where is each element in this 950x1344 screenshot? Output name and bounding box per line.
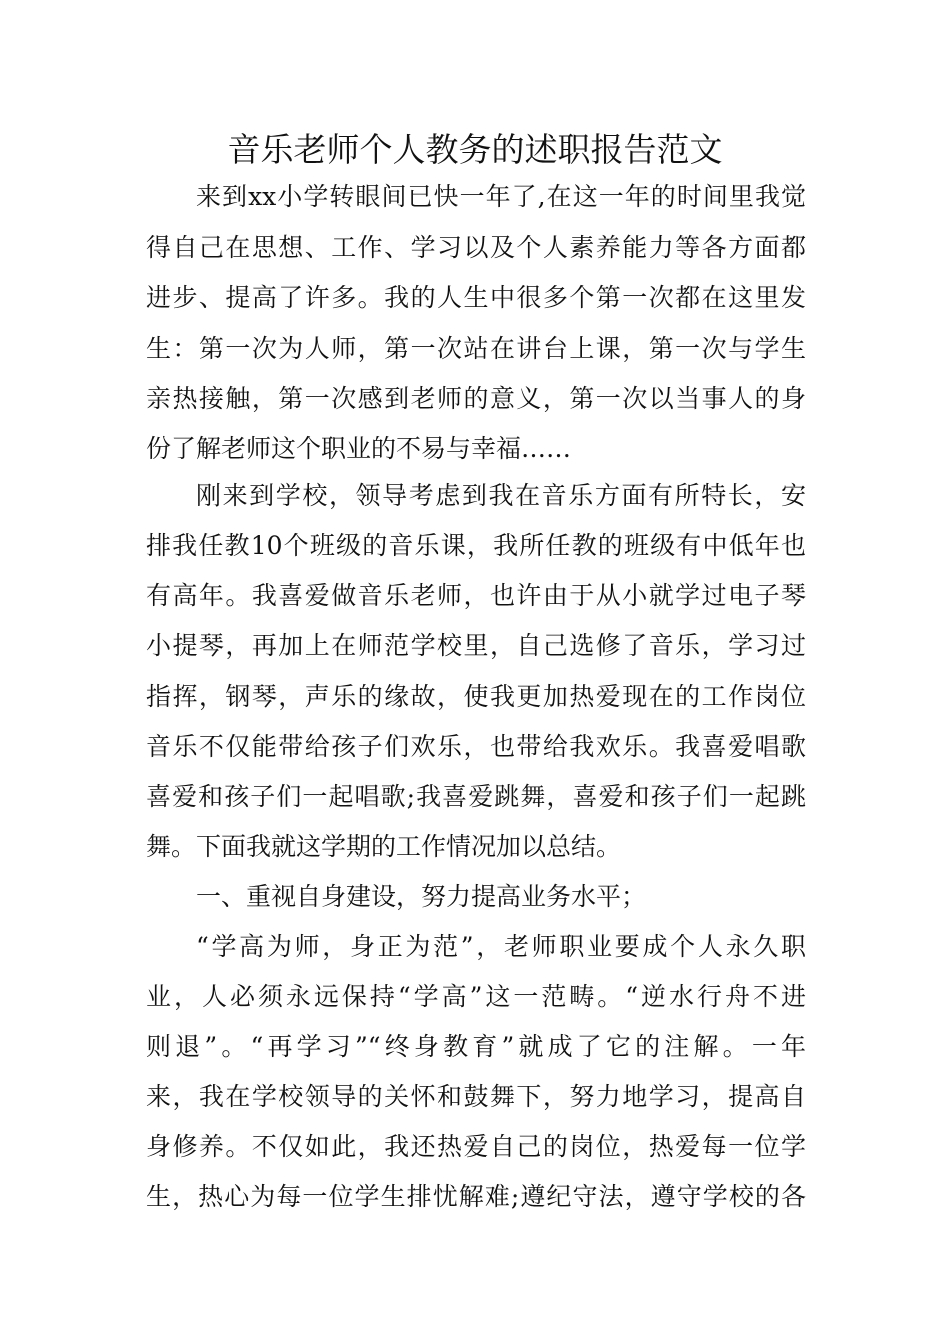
document-title: 音乐老师个人教务的述职报告范文 xyxy=(227,130,723,169)
paragraph-2-line-3: 有高年。我喜爱做音乐老师，也许由于从小就学过电子琴 xyxy=(146,581,806,610)
section-heading-1: 一、重视自身建设，努力提高业务水平； xyxy=(196,882,647,911)
paragraph-2-line-7: 喜爱和孩子们一起唱歌;我喜爱跳舞，喜爱和孩子们一起跳 xyxy=(146,782,806,811)
paragraph-2-line-2: 排我任教10个班级的音乐课，我所任教的班级有中低年也 xyxy=(146,531,806,560)
paragraph-1-line-6: 份了解老师这个职业的不易与幸福…… xyxy=(146,434,572,463)
paragraph-3-line-2: 业，人必须永远保持“学高”这一范畴。“逆水行舟不进 xyxy=(146,982,806,1011)
paragraph-3-line-3: 则退”。“再学习”“终身教育”就成了它的注解。一年 xyxy=(146,1032,806,1061)
paragraph-2-line-8: 舞。下面我就这学期的工作情况加以总结。 xyxy=(146,832,622,861)
paragraph-3-line-5: 身修养。不仅如此，我还热爱自己的岗位，热爱每一位学 xyxy=(146,1132,806,1161)
paragraph-1-line-2: 得自己在思想、工作、学习以及个人素养能力等各方面都 xyxy=(146,233,806,262)
paragraph-2-line-1: 刚来到学校，领导考虑到我在音乐方面有所特长，安 xyxy=(196,481,806,510)
paragraph-2-line-5: 指挥，钢琴，声乐的缘故，使我更加热爱现在的工作岗位 xyxy=(146,682,806,711)
paragraph-3-line-6: 生，热心为每一位学生排忧解难;遵纪守法，遵守学校的各 xyxy=(146,1182,806,1211)
paragraph-2-line-4: 小提琴，再加上在师范学校里，自己选修了音乐，学习过 xyxy=(146,631,806,660)
paragraph-3-line-4: 来，我在学校领导的关怀和鼓舞下，努力地学习，提高自 xyxy=(146,1082,806,1111)
paragraph-1-line-4: 生：第一次为人师，第一次站在讲台上课，第一次与学生 xyxy=(146,334,806,363)
paragraph-2-line-6: 音乐不仅能带给孩子们欢乐，也带给我欢乐。我喜爱唱歌 xyxy=(146,732,806,761)
paragraph-1-line-5: 亲热接触，第一次感到老师的意义，第一次以当事人的身 xyxy=(146,384,806,413)
paragraph-1-line-1: 来到xx小学转眼间已快一年了,在这一年的时间里我觉 xyxy=(196,182,806,211)
paragraph-1-line-3: 进步、提高了许多。我的人生中很多个第一次都在这里发 xyxy=(146,283,806,312)
paragraph-3-line-1: “学高为师，身正为范”，老师职业要成个人永久职 xyxy=(196,932,806,961)
